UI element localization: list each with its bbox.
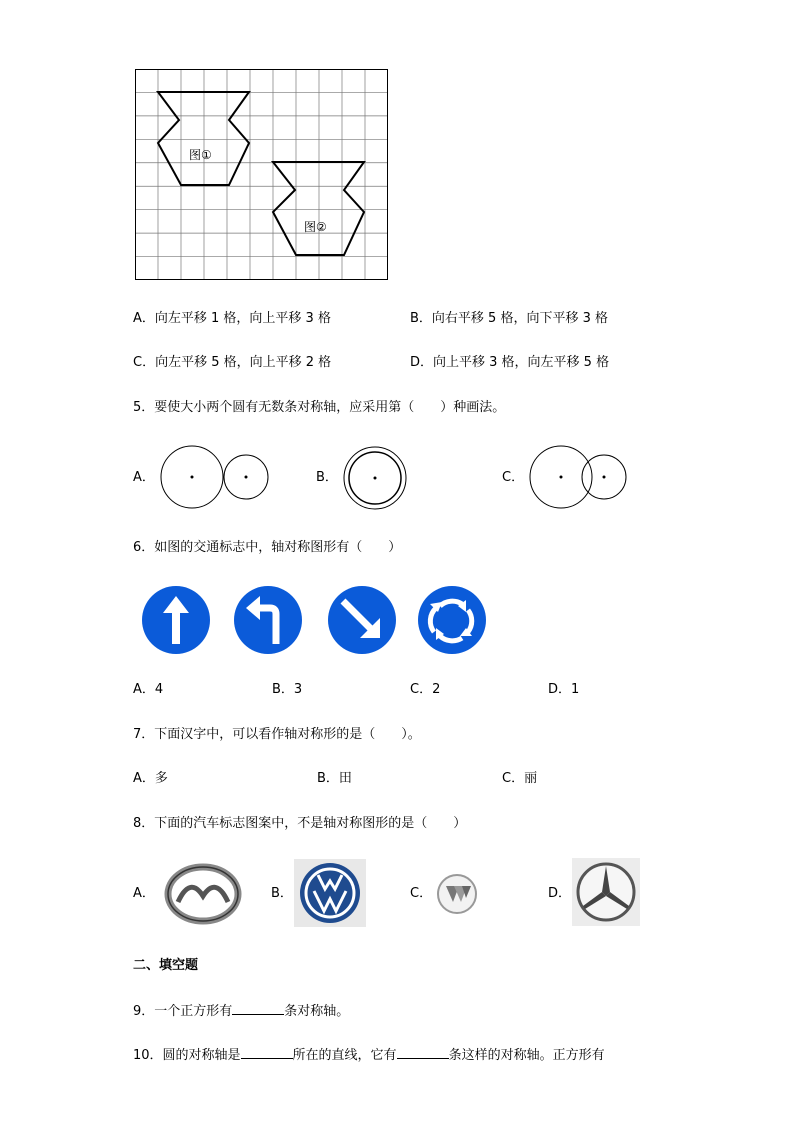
turn-left-arrow-icon xyxy=(234,586,302,654)
q6-option-c[interactable]: C．2 xyxy=(410,682,441,697)
q4-option-d[interactable]: D．向上平移 3 格，向左平移 5 格 xyxy=(410,355,610,370)
q5-circles-c xyxy=(528,445,628,509)
mazda-logo-icon xyxy=(164,862,242,926)
q6-option-a[interactable]: A．4 xyxy=(133,682,164,697)
grid-svg xyxy=(135,69,389,281)
foton-logo-icon xyxy=(435,872,479,916)
q10-text-before: 10．圆的对称轴是 xyxy=(133,1048,241,1063)
q10-answer-blank-2[interactable] xyxy=(397,1046,449,1059)
volkswagen-logo-icon xyxy=(294,859,366,927)
q6-option-d[interactable]: D．1 xyxy=(548,682,580,697)
q8-label-a[interactable]: A． xyxy=(133,886,155,901)
q6-option-b[interactable]: B．3 xyxy=(272,682,303,697)
q7-stem: 7．下面汉字中，可以看作轴对称形的是（ ）。 xyxy=(133,727,421,742)
vase-figure-2 xyxy=(273,162,364,255)
q8-label-d[interactable]: D． xyxy=(548,886,572,901)
q7-option-b[interactable]: B．田 xyxy=(317,771,352,786)
traffic-signs-row xyxy=(140,586,490,658)
q5-circles-b xyxy=(342,445,408,511)
q5-label-c[interactable]: C． xyxy=(502,470,525,485)
q9-answer-blank[interactable] xyxy=(232,1002,284,1015)
q4-option-c[interactable]: C．向左平移 5 格，向上平移 2 格 xyxy=(133,355,332,370)
q10-line xyxy=(133,1046,605,1064)
q5-label-a[interactable]: A． xyxy=(133,470,155,485)
figure-1-label: 图① xyxy=(189,148,212,162)
q8-label-b[interactable]: B． xyxy=(271,886,293,901)
q5-circles-a xyxy=(160,445,272,509)
section-2-title: 二、填空题 xyxy=(133,958,199,973)
vase-figure-1 xyxy=(158,92,249,185)
q10-answer-blank-1[interactable] xyxy=(241,1046,293,1059)
q4-option-b[interactable]: B．向右平移 5 格，向下平移 3 格 xyxy=(410,311,608,326)
q8-label-c[interactable]: C． xyxy=(410,886,433,901)
mercedes-benz-logo-icon xyxy=(572,858,640,926)
q9-line xyxy=(133,1002,349,1020)
translation-grid-figure xyxy=(135,69,389,281)
figure-2-label: 图② xyxy=(304,220,327,234)
q6-stem: 6．如图的交通标志中，轴对称图形有（ ） xyxy=(133,540,402,555)
q7-option-c[interactable]: C．丽 xyxy=(502,771,538,786)
q5-label-b[interactable]: B． xyxy=(316,470,338,485)
q10-text-middle: 所在的直线，它有 xyxy=(292,1048,397,1063)
q10-text-after: 条这样的对称轴。正方形有 xyxy=(448,1048,605,1063)
q8-stem: 8．下面的汽车标志图案中，不是轴对称图形的是（ ） xyxy=(133,816,467,831)
arrow-up-icon xyxy=(142,586,210,654)
q4-option-a[interactable]: A．向左平移 1 格，向上平移 3 格 xyxy=(133,311,331,326)
diagonal-down-right-arrow-icon xyxy=(328,586,396,654)
q7-option-a[interactable]: A．多 xyxy=(133,771,168,786)
q5-stem: 5．要使大小两个圆有无数条对称轴，应采用第（ ）种画法。 xyxy=(133,400,506,415)
roundabout-icon xyxy=(418,586,486,654)
q9-text-after: 条对称轴。 xyxy=(284,1004,350,1019)
q9-text-before: 9．一个正方形有 xyxy=(133,1004,233,1019)
